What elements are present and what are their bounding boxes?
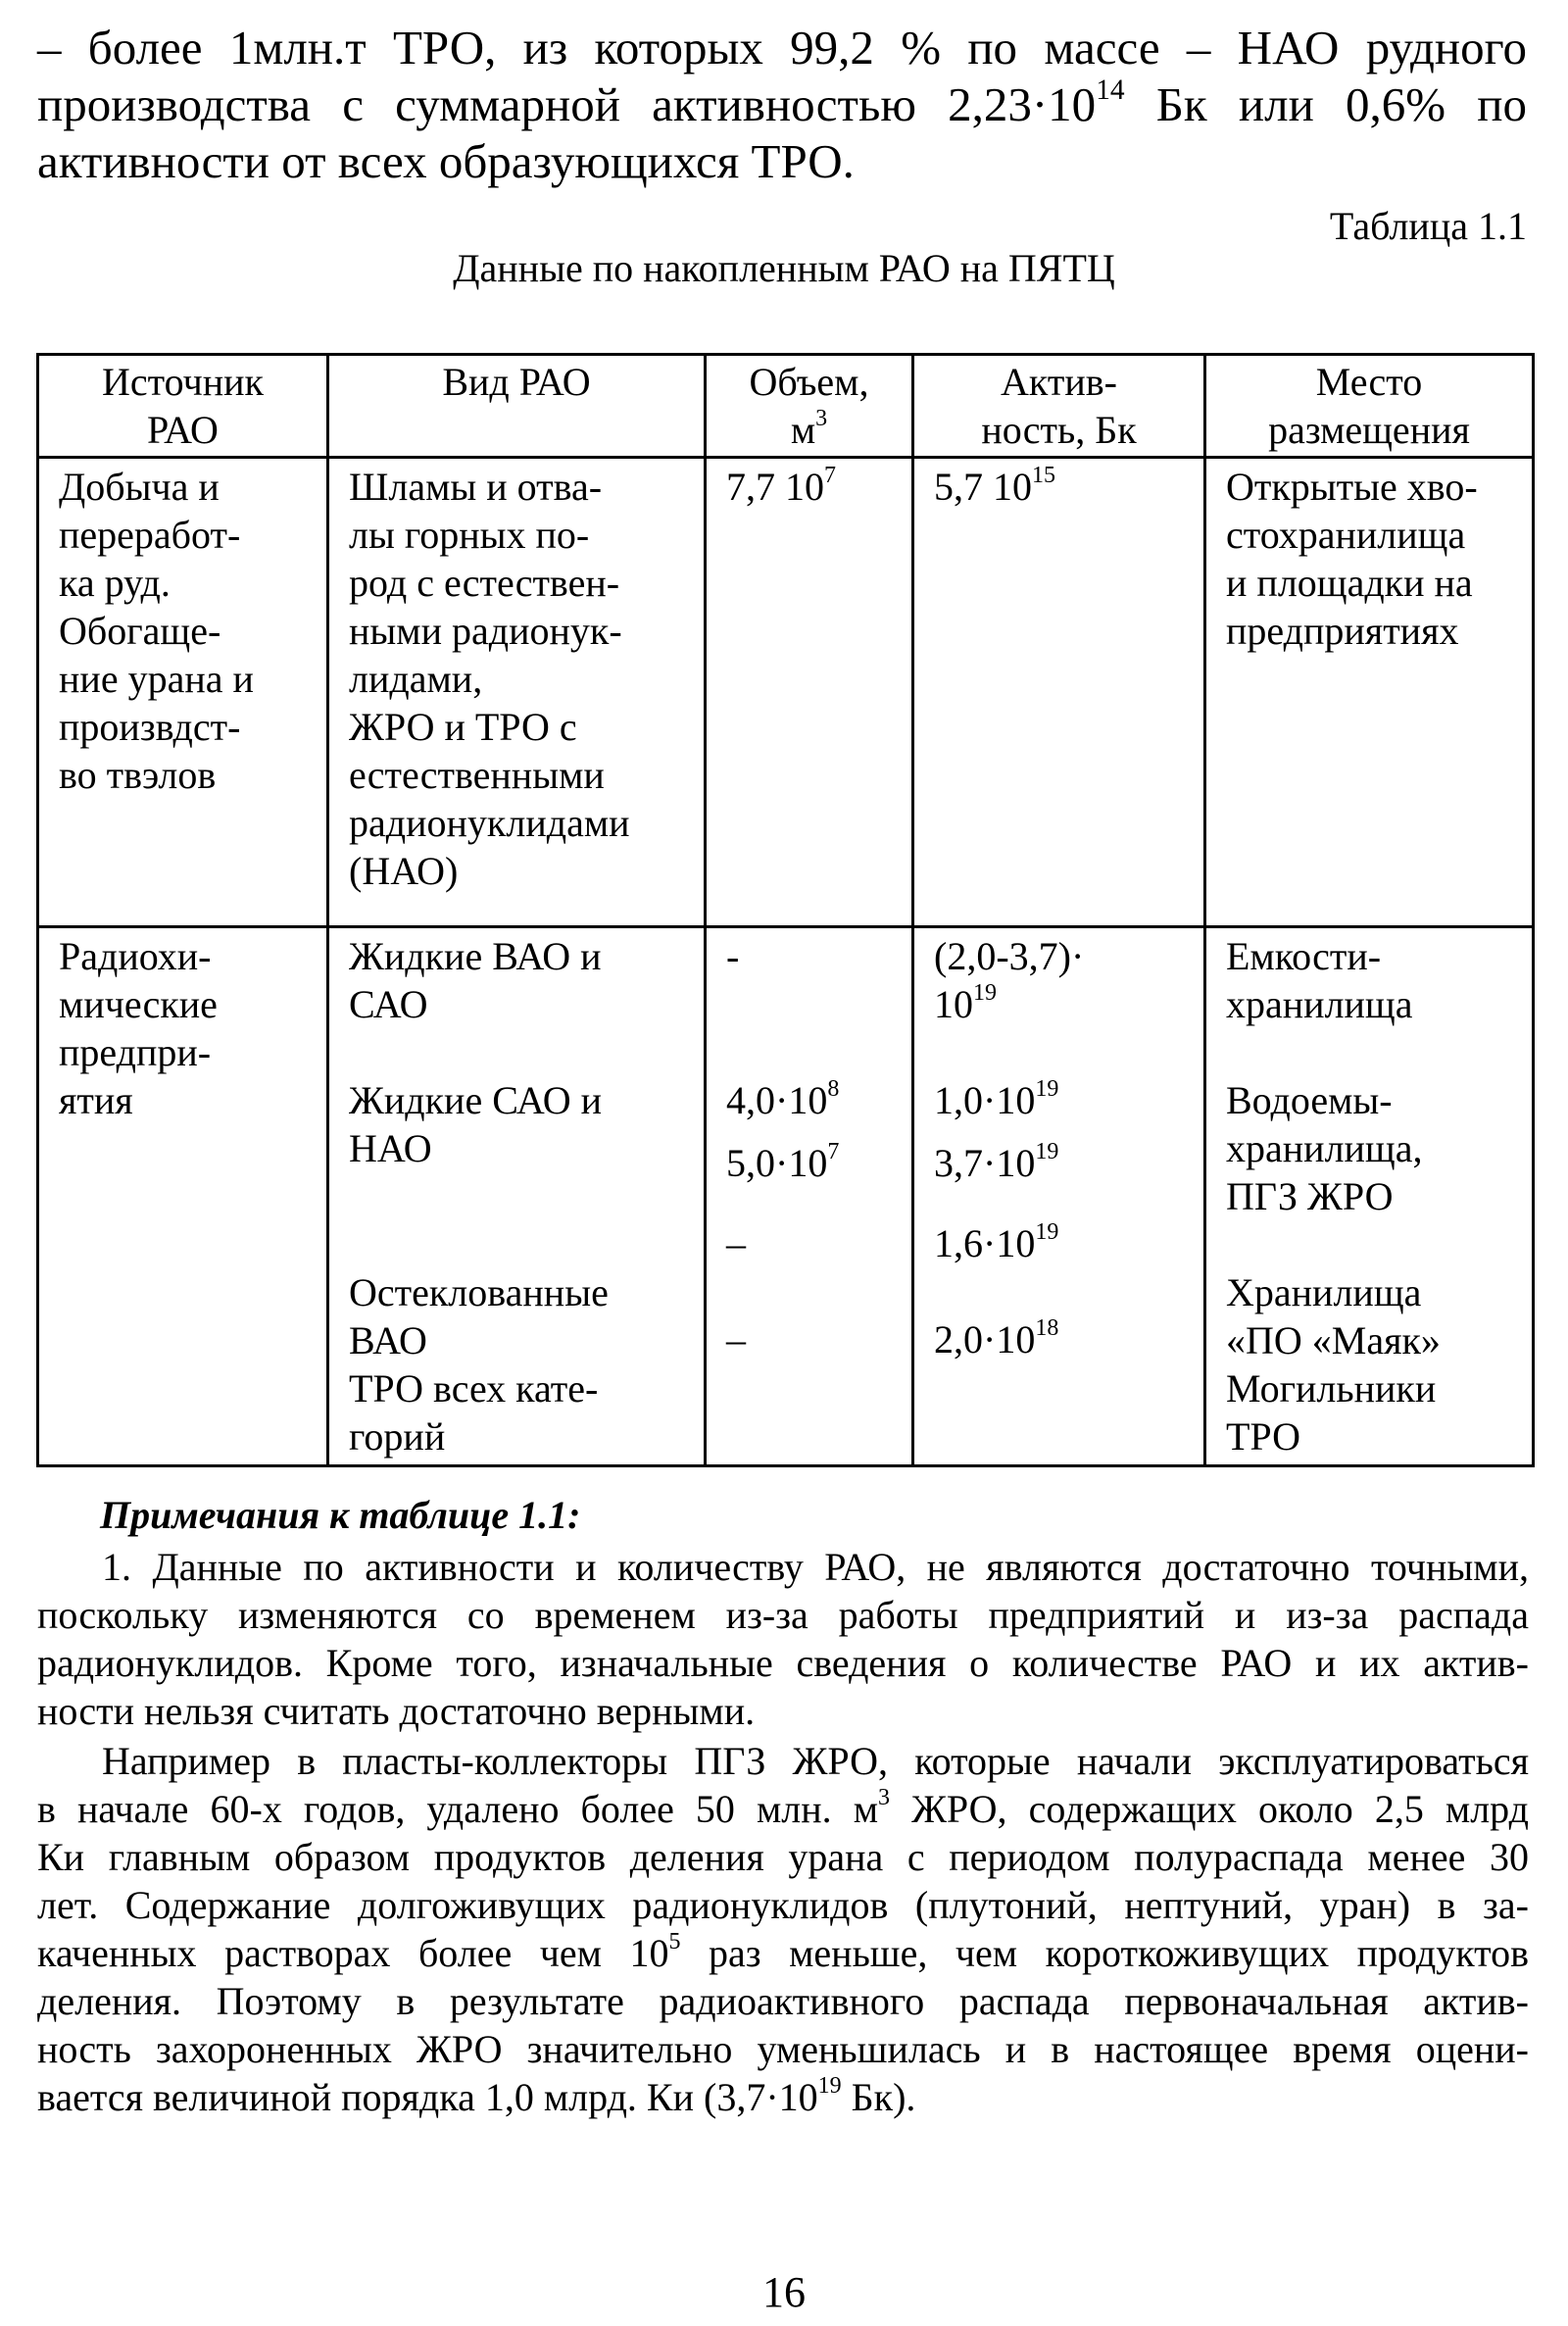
header-type: Вид РАО [328, 355, 706, 458]
intro-paragraph [37, 20, 1527, 190]
cell-type: Шламы и отва- лы горных по- род с естествен- ными радионук- лидами, ЖРО и ТРО с естественными радионуклидами (НАО) [328, 458, 706, 927]
header-source: Источник РАО [38, 355, 328, 458]
notes-body [37, 1543, 1529, 2121]
header-place: Место размещения [1205, 355, 1534, 458]
header-volume: Объем, $м^3$ [706, 355, 913, 458]
cell-volume: 7,7 $10^7$ [706, 458, 913, 927]
cell-source: Добыча и переработ- ка руд. Обогаще- ние урана и произвдст- во твэлов [38, 458, 328, 927]
cell-type: Жидкие ВАО и САО Жидкие САО и НАО Остеклованные ВАО ТРО всех кате- горий [328, 927, 706, 1466]
cell-volume: - $4,0\cdot 10^8$ $5,0\cdot 10^7$ – – [706, 927, 913, 1466]
notes-paragraph: Например в пласты-коллекторы ПГЗ ЖРО, которые начали эксплуатироваться в начале 60-х годов, удалено более 50 млн. $м^3$ ЖРО, содержащих около 2,5 млрд Ки главным образом продуктов деления урана с периодом полураспада менее 30 лет. Содержание долгоживущих радионуклидов (плутоний, нептуний, уран) в за- каченных растворах более чем $10^5$ раз меньше, чем короткоживущих продуктов деления. Поэтому в результате радиоактивного распада первоначальная актив- ность захороненных ЖРО значительно уменьшилась и в настоящее время оцени- вается величиной порядка 1,0 млрд. Ки ($3,7\cdot 10^{19}$ Бк). [37, 1739, 1530, 2119]
notes-paragraph: 1. Данные по активности и количеству РАО, не являются достаточно точными, поскольку изменяются со временем из-за работы предприятий и из-за распада радионуклидов. Кроме того, изначальные сведения о количестве РАО и их актив- ности нельзя считать достаточно верными. [37, 1545, 1529, 1733]
rao-table [36, 353, 1535, 1467]
page-number: 16 [762, 2268, 806, 2316]
intro-line: активности от всех образующихся ТРО. [37, 134, 855, 188]
cell-activity: 5,7 $10^{15}$ [913, 458, 1205, 927]
intro-line: производства с суммарной активностью $2,23\cdot 10^{14}$ Бк или 0,6% по [37, 74, 1527, 131]
table-caption: Данные по накопленным РАО на ПЯТЦ [453, 246, 1115, 290]
table-row [38, 458, 1534, 927]
cell-source: Радиохи- мические предпри- ятия [38, 927, 328, 1466]
cell-activity: (2,0-3,7)· $10^{19}$ $1,0\cdot 10^{19}$ $3,7\cdot 10^{19}$ $1,6\cdot 10^{19}$ $2,0\cdot 10^{18}$ [913, 927, 1205, 1466]
cell-place: Открытые хво- стохранилища и площадки на предприятиях [1205, 458, 1534, 927]
intro-line: – более 1млн.т ТРО, из которых 99,2 % по массе – НАО рудного [37, 21, 1527, 74]
header-activity: Актив- ность, Бк [913, 355, 1205, 458]
table-label: Таблица 1.1 [1329, 204, 1527, 248]
notes-title: Примечания к таблице 1.1: [100, 1493, 581, 1537]
cell-place: Емкости- хранилища Водоемы- хранилища, ПГЗ ЖРО Хранилища «ПО «Маяк» Могильники ТРО [1205, 927, 1534, 1466]
table-header-row [38, 355, 1534, 458]
table-row [38, 927, 1534, 1466]
